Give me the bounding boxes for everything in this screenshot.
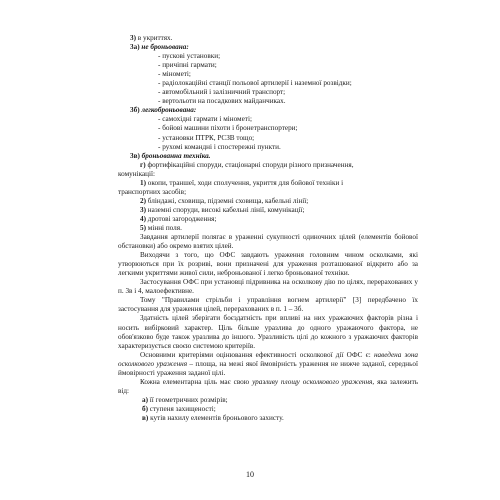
list-item: - вертольоти на посадкових майданчиках.: [158, 97, 286, 106]
subheading: не броньована:: [141, 43, 189, 52]
subheading: броньованна техніка.: [141, 151, 211, 160]
list-text: наземні споруди, високі кабельні лінії, комунікації;: [147, 205, 305, 214]
list-item: - бойові машини піхоти і бронетранспортери;: [158, 124, 298, 133]
paragraph: Виходячи з того, що ОФС завдають ураження головним чином осколками, які утворюються при їх розриві, вони призначені для ураження розташованої відкрито або за легкими укриттями живої сили, неброньованої і легко броньованої техніки.: [118, 251, 418, 278]
page-number: 10: [246, 470, 254, 479]
paragraph: Здатність цілей зберігати боєздатність при впливі на них уражаючих факторів різна і носить вибірковий характер. Ціль більше уразлива до одного уражаючого фактора, не обов'язково буде також уразлива до іншого. Уразливість цілі до кожного з уражаючих факторів характеризується своєю системою критеріїв.: [118, 314, 418, 350]
list-marker: 3): [130, 34, 136, 42]
paragraph: [118, 351, 418, 378]
list-item: - самохідні гармати і мінометі;: [158, 115, 252, 124]
list-text: бліндажі, сховища, підземні сховища, кабельні лінії;: [147, 196, 309, 205]
list-item: - автомобільний і залізничний транспорт;: [158, 88, 286, 97]
emphasized-term: уразливу площу осколкового ураження: [252, 377, 373, 386]
list-text-continuation: комунікації:: [118, 169, 155, 178]
list-item: - причіпні гармати;: [158, 61, 217, 70]
paragraph: [118, 378, 418, 396]
list-item: - радіолокаційні станції польової артилерії і наземної розвідки;: [158, 79, 352, 88]
list-text: її геометричних розмірів;: [149, 395, 228, 404]
list-text: мінні поля.: [147, 223, 182, 232]
document-body: [118, 34, 418, 423]
paragraph-text: Кожна елементарна ціль має свою: [140, 377, 253, 386]
list-text-continuation: транспортних засобів;: [118, 187, 187, 196]
list-item: - рухомі командні і спостережні пункти.: [158, 142, 281, 151]
paragraph-text: Основними критеріями оцінювання ефективності осколкової дії ОФС є:: [140, 350, 374, 359]
list-item: [118, 106, 418, 115]
list-item: [118, 179, 418, 188]
list-text: в укриттях.: [137, 34, 173, 42]
list-marker: 2): [140, 196, 146, 205]
list-item: [118, 197, 418, 206]
list-marker: 3): [140, 205, 146, 214]
list-item: [118, 405, 418, 414]
subheading: легкоброньована:: [141, 106, 197, 115]
list-item: [118, 215, 418, 224]
paragraph-text: , яка залежить від:: [118, 377, 419, 395]
paragraph: Завдання артилерії полягає в ураженні сукупності одиночних цілей (елементів бойової обстановки) або окремо взятих цілей.: [118, 233, 418, 251]
list-marker: 3б): [130, 106, 140, 115]
list-item: [118, 161, 418, 170]
emphasized-term: наведена зона осколкового ураження: [118, 350, 419, 368]
list-item: [118, 152, 418, 161]
list-marker: 1): [140, 178, 146, 187]
list-marker: 3в): [130, 151, 140, 160]
list-text: окопи, траншеї, ходи сполучення, укриття для бойової техніки і: [147, 178, 344, 187]
list-item: - установки ПТРК, РСЗВ тощо;: [158, 133, 255, 142]
list-marker: 4): [140, 214, 146, 223]
list-marker: 5): [140, 223, 146, 232]
list-item: [118, 43, 418, 52]
list-marker: г): [140, 160, 146, 169]
list-item: [118, 414, 418, 423]
list-marker: 3а): [130, 43, 140, 52]
paragraph: Тому "Правилами стрільби і управління вогнем артилерії" [3] передбачено їх застосування для ураження цілей, перерахованих в п. 1 – 3б.: [118, 296, 418, 314]
list-item: [118, 34, 418, 43]
list-item: [118, 206, 418, 215]
list-marker: б): [142, 404, 148, 413]
paragraph: Застосування ОФС при установці підривника на осколкову дію по цілях, перерахованих у п. 3в і 4, малоефективне.: [118, 278, 418, 296]
list-marker: а): [142, 395, 148, 404]
list-marker: в): [142, 413, 149, 422]
list-text: фортифікаційні споруди, стаціонарні споруди різного призначення,: [147, 160, 354, 169]
list-text: кутів нахилу елементів броньового захисту.: [150, 413, 284, 422]
paragraph-text: – площа, на межі якої ймовірність ураження не нижче заданої, середньої ймовірності ураження заданої цілі.: [118, 359, 418, 377]
list-item: [118, 396, 418, 405]
list-text: ступеня захищеності;: [149, 404, 216, 413]
list-item: - пускові установки;: [158, 52, 221, 61]
list-item: [118, 224, 418, 233]
list-item: - мінометі;: [158, 70, 191, 79]
list-text: дротові загородження;: [147, 214, 217, 223]
